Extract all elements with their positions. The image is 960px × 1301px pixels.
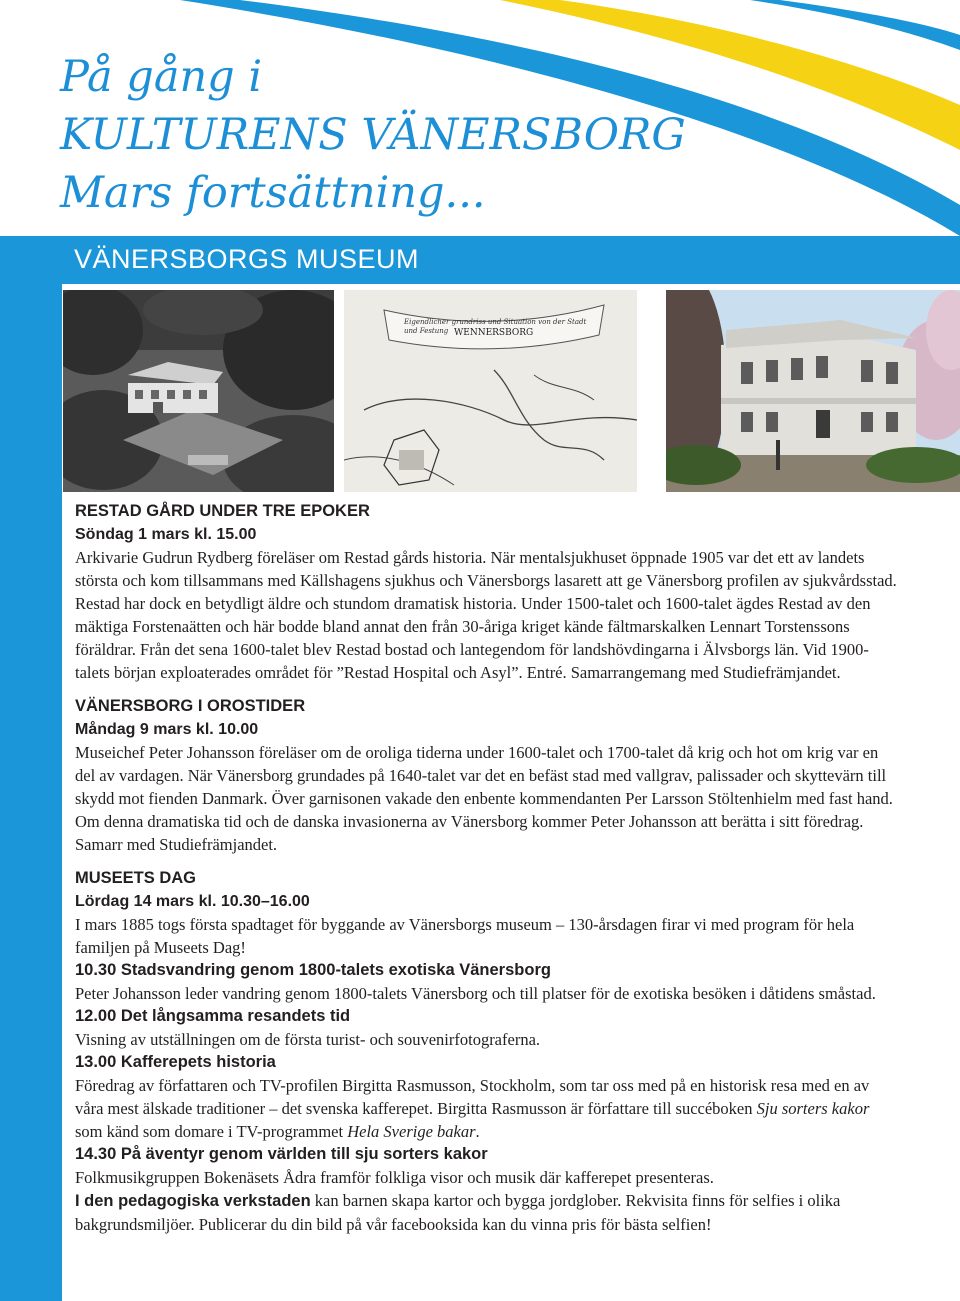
event1-body: Arkivarie Gudrun Rydberg föreläser om Restad gårds historia. När mentalsjukhuset öppnade 1905 var det ett av landets största och kom tillsammans med Källshagens sjukhus och Vänersborgs lasarett att ge Vänersborg profilen av sjukvårdsstad. Restad har dock en betydligt äldre och stundom dramatisk historia. Under 1500-talet och 1600-talet ägdes Restad av den mäktiga Forstenaätten och här bodde bland annat den från 30-åriga kriget kände fältmarskalken Lennart Torstenssons föräldrar. Från det sena 1600-talet blev Restad bostad och lantegendom för landshövdingarna i Älvsborgs län. Vid 1900-talets början exploaterades området för ”Restad Hospital och Asyl”. Entré. Samarrangemang med Studiefrämjandet. (75, 548, 897, 682)
program-item-text: Visning av utställningen om de första turist- och souvenirfotograferna. (75, 1030, 541, 1049)
program-text-part: som känd som domare i TV-programmet (75, 1122, 348, 1141)
heading-line-2: KULTURENS VÄNERSBORG (60, 110, 686, 160)
program-item-text (75, 1074, 897, 1143)
event3-title: MUSEETS DAG (75, 869, 197, 887)
photo-restad-aerial (63, 290, 334, 492)
heading-line-1: På gång i (60, 52, 263, 102)
photo-historic-map (344, 290, 637, 492)
program-item-heading: 14.30 På äventyr genom världen till sju sorters kakor (75, 1145, 488, 1163)
map-title-line-2: und Festung (404, 327, 449, 335)
page-heading (60, 48, 686, 222)
event3-date: Lördag 14 mars kl. 10.30–16.00 (75, 893, 310, 910)
event1-date: Söndag 1 mars kl. 15.00 (75, 526, 257, 543)
program-text-part: Föredrag av författaren och TV-profilen Birgitta Rasmusson, Stockholm, som tar oss med på en historisk resa med en av våra mest älskade traditioner – det svenska kafferepet. Birgitta Rasmusson är författare till succéboken (75, 1076, 870, 1118)
workshop-paragraph (75, 1189, 897, 1236)
event-text-column (75, 500, 897, 1236)
map-title-line-1: Eigendlicher grundriss und Situation von der Stadt (404, 318, 587, 326)
map-title-line-3: WENNERSBORG (454, 328, 534, 338)
section-title: VÄNERSBORGS MUSEUM (74, 244, 420, 274)
program-item-heading: 12.00 Det långsamma resandets tid (75, 1007, 351, 1025)
event1-title: RESTAD GÅRD UNDER TRE EPOKER (75, 502, 370, 520)
event2-date: Måndag 9 mars kl. 10.00 (75, 721, 259, 738)
program-item-heading: 10.30 Stadsvandring genom 1800-talets exotiska Vänersborg (75, 961, 551, 979)
photo-museum-building (666, 290, 960, 492)
tv-show-title: Hela Sverige bakar (347, 1122, 476, 1141)
event3-intro: I mars 1885 togs första spadtaget för byggande av Vänersborgs museum – 130-årsdagen firar vi med program för hela familjen på Museets Dag! (75, 915, 855, 957)
program-text-part: . (475, 1122, 480, 1141)
book-title: Sju sorters kakor (756, 1099, 870, 1118)
program-item-text: Peter Johansson leder vandring genom 1800-talets Vänersborg och till platser för de exotiska besöken i dåtidens småstad. (75, 984, 876, 1003)
workshop-lead: I den pedagogiska verkstaden (75, 1192, 311, 1210)
heading-line-3: Mars fortsättning... (60, 168, 486, 218)
event2-body: Museichef Peter Johansson föreläser om de oroliga tiderna under 1600-talet och 1700-talet då krig och hot om krig var en del av vardagen. När Vänersborg grundades på 1640-talet var det en befäst stad med vallgrav, palissader och skyttevärn till skydd mot fienden Danmark. Över garnisonen vakade den enbente kommendanten Per Larsson Stöltenhielm med fast hand. Om denna dramatiska tid och de danska invasionerna av Vänersborg kommer Peter Johansson att berätta i sitt föredrag. Samarr med Studiefrämjandet. (75, 743, 893, 854)
workshop-text: kan barnen skapa kartor och bygga jordglober. Rekvisita finns för selfies i olika bakgrundsmiljöer. Publicerar du din bild på vår facebooksida kan du vinna pris för bästa selfien! (75, 1191, 841, 1234)
event2-title: VÄNERSBORG I OROSTIDER (75, 697, 306, 715)
program-item-text: Folkmusikgruppen Bokenäsets Ådra framför folkliga visor och musik där kafferepet presenteras. (75, 1168, 714, 1187)
program-item-heading: 13.00 Kafferepets historia (75, 1053, 276, 1071)
